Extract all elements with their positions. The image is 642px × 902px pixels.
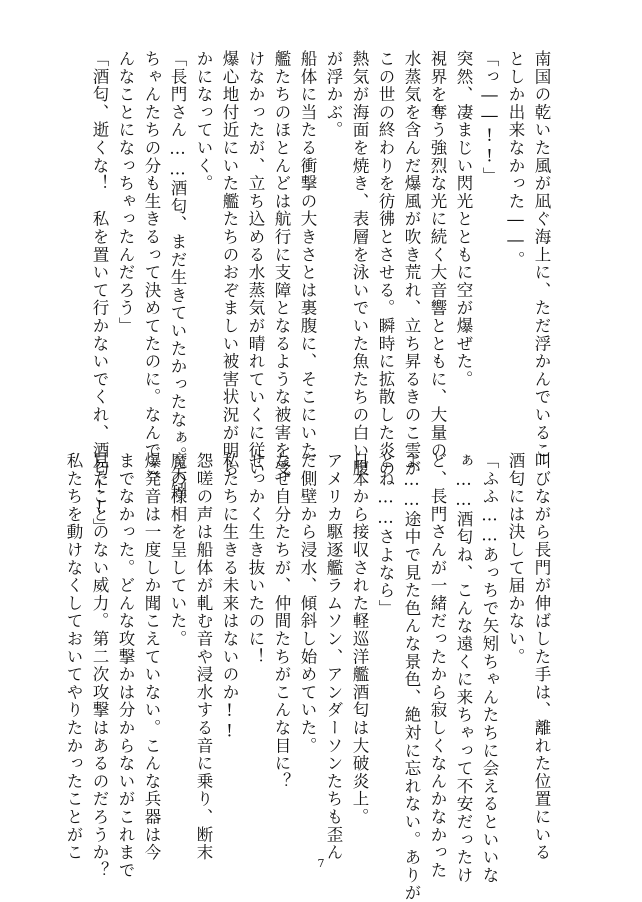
- text-line: 視界を奪う強烈な光に続く大音響とともに、大量の: [428, 50, 447, 460]
- text-line: とね……さよなら」: [376, 452, 395, 618]
- text-line: けなかったが、立ち込める水蒸気が晴れていくに従い: [246, 50, 265, 478]
- text-line: 酒匂には決して届かない。: [506, 452, 525, 666]
- text-block-bottom: [64, 452, 554, 902]
- text-line: 見たことのない威力。第二次攻撃はあるのだろうか？: [90, 452, 109, 880]
- text-line: までなかった。どんな攻撃かは分からないがこれまで: [116, 452, 135, 880]
- text-line: 「酒匂、逝くな！ 私を置いて行かないでくれ、酒匂!!」: [90, 50, 109, 536]
- text-line: 船体に当たる衝撃の大きさとは裏腹に、そこにいた: [298, 50, 317, 460]
- text-line: よ……途中で見た色んな景色、絶対に忘れない。ありが: [402, 452, 421, 902]
- text-line: 南国の乾いた風が凪ぐ海上に、ただ浮かんでいるこ: [532, 50, 551, 460]
- text-line: 「長門さん……酒匂、まだ生きていたかったなぁ。矢矧: [168, 50, 187, 500]
- text-line: んなことになっちゃったんだろう」: [116, 50, 135, 335]
- text-line: ぁ……酒匂ね、こんな遠くに来ちゃって不安だったけ: [454, 452, 473, 885]
- text-line: ちゃんたちの分も生きるって決めてたのに。なんでこ: [142, 50, 161, 478]
- text-line: 魔の様相を呈していた。: [168, 452, 187, 648]
- text-line: 「ふふ……あっちで矢矧ちゃんたちに会えるといいな: [480, 452, 499, 885]
- text-line: 叫びながら長門が伸ばした手は、離れた位置にいる: [532, 452, 551, 862]
- text-line: 怨嗟の声は船体が軋む音や浸水する音に乗り、断末: [194, 452, 213, 862]
- text-line: 熱気が海面を焼き、表層を泳いでいた魚たちの白い腹: [350, 50, 369, 478]
- text-line: 水蒸気を含んだ爆風が吹き荒れ、立ち昇るきのこ雲が: [402, 50, 421, 478]
- text-line: かになっていく。: [194, 50, 213, 193]
- text-line: なぜ自分たちが、仲間たちがこんな目に？: [272, 452, 291, 791]
- text-line: ど、長門さんが一緒だったから寂しくなんかなかった: [428, 452, 447, 880]
- text-line: 艦たちのほとんどは航行に支障となるような被害を受: [272, 50, 291, 478]
- text-line: この世の終わりを彷彿とさせる。瞬時に拡散した炎の: [376, 50, 395, 478]
- text-line: 私たちを動けなくしておいてやりたかったことがこ: [64, 452, 83, 862]
- text-line: 爆発音は一度しか聞こえていない。こんな兵器は今: [142, 452, 161, 862]
- text-line: としか出来なかった――。: [506, 50, 525, 269]
- text-line: 「っ――!!」: [480, 50, 499, 185]
- text-line: せっかく生き抜いたのに！: [246, 452, 265, 666]
- page-number: 7: [317, 857, 325, 870]
- text-line: アメリカ駆逐艦ラムソン、アンダーソンたちも歪ん: [324, 452, 343, 862]
- text-line: だ側壁から浸水、傾斜し始めていた。: [298, 452, 317, 755]
- text-line: 日本から接収された軽巡洋艦酒匂は大破炎上。: [350, 452, 369, 826]
- text-line: が浮かぶ。: [324, 50, 343, 139]
- text-line: 私たちに生きる未来はないのか!!: [220, 452, 239, 742]
- text-line: 爆心地付近にいた艦たちのおぞましい被害状況が明ら: [220, 50, 239, 478]
- text-line: 突然、凄まじい閃光とともに空が爆ぜた。: [454, 50, 473, 389]
